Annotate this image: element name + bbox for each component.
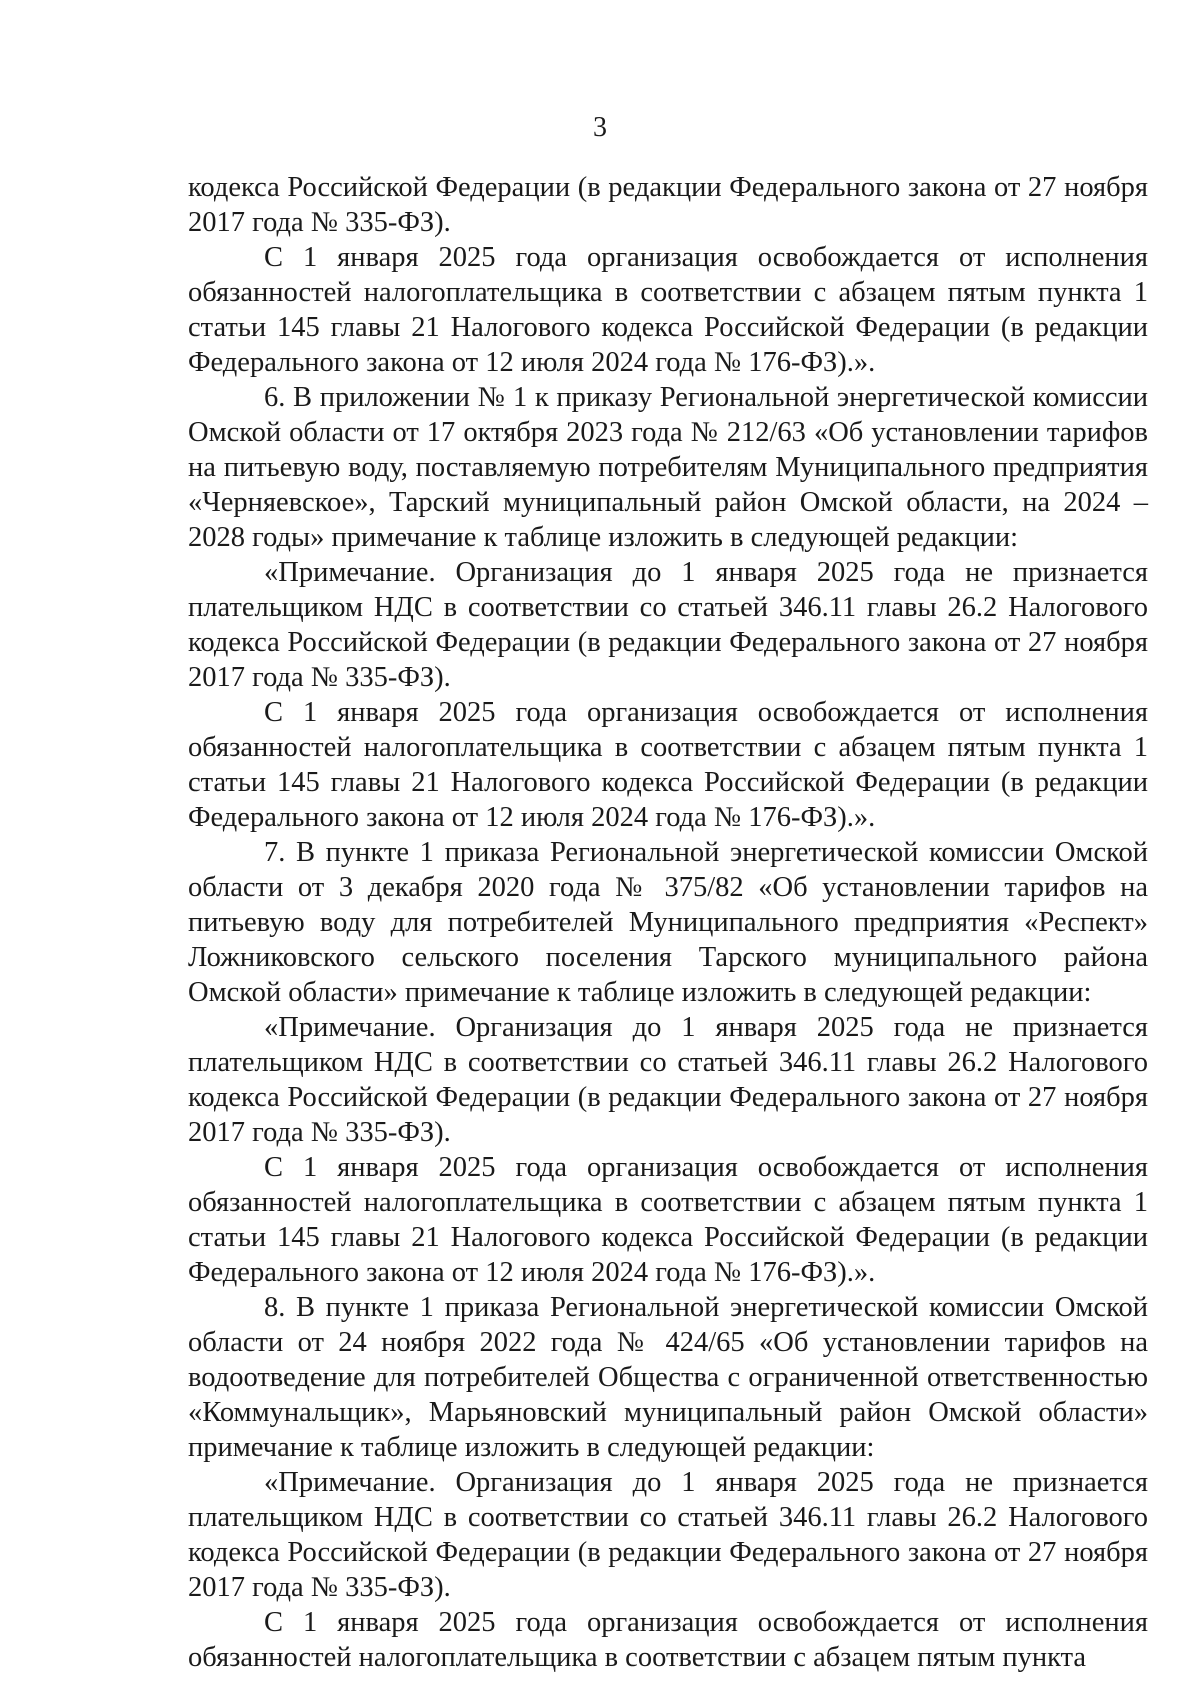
paragraph: С 1 января 2025 года организация освобождается от исполнения обязанностей налогоплательщика в соответствии с абзацем пятым пункта 1 статьи 145 главы 21 Налогового кодекса Российской Федерации (в редакции Федерального закона от 12 июля 2024 года № 176-ФЗ).». [188,1152,1148,1288]
page-number: 3 [593,112,607,143]
paragraph: С 1 января 2025 года организация освобождается от исполнения обязанностей налогоплательщика в соответствии с абзацем пятым пункта 1 статьи 145 главы 21 Налогового кодекса Российской Федерации (в редакции Федерального закона от 12 июля 2024 года № 176-ФЗ).». [188,242,1148,378]
document-body [188,170,1148,1675]
paragraph: «Примечание. Организация до 1 января 2025 года не признается плательщиком НДС в соответствии со статьей 346.11 главы 26.2 Налогового кодекса Российской Федерации (в редакции Федерального закона от 27 ноября 2017 года № 335-ФЗ). [188,557,1148,693]
paragraph: «Примечание. Организация до 1 января 2025 года не признается плательщиком НДС в соответствии со статьей 346.11 главы 26.2 Налогового кодекса Российской Федерации (в редакции Федерального закона от 27 ноября 2017 года № 335-ФЗ). [188,1467,1148,1603]
paragraph: С 1 января 2025 года организация освобождается от исполнения обязанностей налогоплательщика в соответствии с абзацем пятым пункта 1 статьи 145 главы 21 Налогового кодекса Российской Федерации (в редакции Федерального закона от 12 июля 2024 года № 176-ФЗ).». [188,697,1148,833]
paragraph: 6. В приложении № 1 к приказу Региональной энергетической комиссии Омской области от 17 октября 2023 года № 212/63 «Об установлении тарифов на питьевую воду, поставляемую потребителям Муниципального предприятия «Черняевское», Тарский муниципальный район Омской области, на 2024 – 2028 годы» примечание к таблице изложить в следующей редакции: [188,382,1148,553]
paragraph: 7. В пункте 1 приказа Региональной энергетической комиссии Омской области от 3 декабря 2020 года № 375/82 «Об установлении тарифов на питьевую воду для потребителей Муниципального предприятия «Респект» Ложниковского сельского поселения Тарского муниципального района Омской области» примечание к таблице изложить в следующей редакции: [188,837,1148,1008]
paragraph: «Примечание. Организация до 1 января 2025 года не признается плательщиком НДС в соответствии со статьей 346.11 главы 26.2 Налогового кодекса Российской Федерации (в редакции Федерального закона от 27 ноября 2017 года № 335-ФЗ). [188,1012,1148,1148]
paragraph: 8. В пункте 1 приказа Региональной энергетической комиссии Омской области от 24 ноября 2022 года № 424/65 «Об установлении тарифов на водоотведение для потребителей Общества с ограниченной ответственностью «Коммунальщик», Марьяновский муниципальный район Омской области» примечание к таблице изложить в следующей редакции: [188,1292,1148,1463]
paragraph: С 1 января 2025 года организация освобождается от исполнения обязанностей налогоплательщика в соответствии с абзацем пятым пункта [188,1607,1148,1673]
paragraph: кодекса Российской Федерации (в редакции Федерального закона от 27 ноября 2017 года № 335-ФЗ). [188,172,1148,238]
